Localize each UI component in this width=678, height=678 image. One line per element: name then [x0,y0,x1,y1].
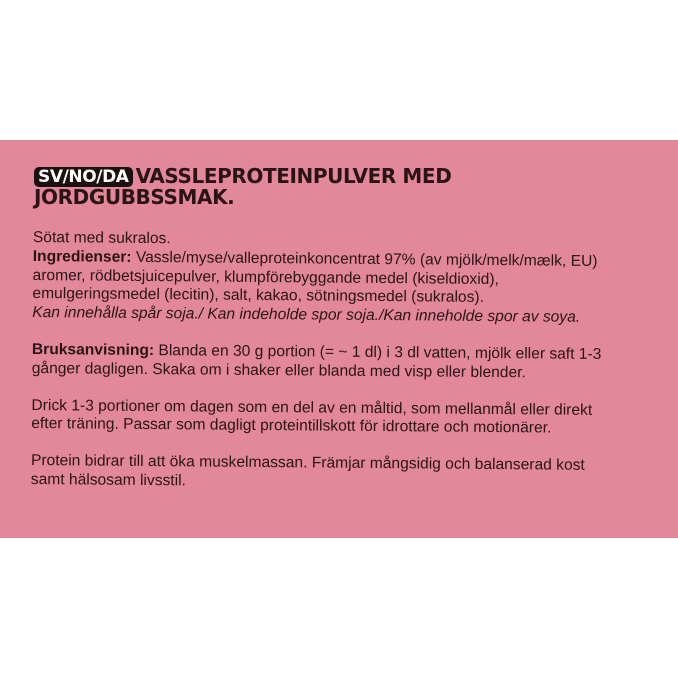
product-title [34,166,654,208]
usage-line-1: Bruksanvisning: Blanda en 30 g portion (= ~ 1 dl) i 3 dl vatten, mjölk eller saft 1-3 [31,340,602,363]
ingredients-label: Ingredienser: [32,247,132,266]
title-line-1: VASSLEPROTEINPULVER MED [135,164,452,188]
ingredients-line-3: emulgeringsmedel (lecitin), salt, kakao, sötningsmedel (sukralos). [32,285,485,307]
protein-claim-section [31,452,661,495]
sweetened-note: Sötat med sukralos. [32,229,171,248]
ingredients-section [32,229,663,328]
ingredients-line-2: aromer, rödbetsjuicepulver, klumpförebyggande medel (kiseldioxid), [32,266,499,288]
protein-line-1: Protein bidrar till att öka muskelmassan. Främjar mångsidig och balanserad kost [30,452,585,474]
drink-line-2: efter träning. Passar som dagligt proteintillskott för idrottare och motionärer. [31,415,552,437]
drink-section [31,397,661,440]
title-line-2: JORDGUBBSSMAK. [34,185,235,209]
protein-line-2: samt hälsosam livsstil. [30,470,186,490]
usage-line-2: gånger dagligen. Skaka om i shaker eller blanda med visp eller blender. [31,359,526,382]
language-badge: SV/NO/DA [34,167,133,187]
allergen-note: Kan innehålla spår soja./ Kan indeholde spor soja./Kan inneholde spor av soya. [32,304,581,326]
product-label [0,140,678,538]
ingredients-line-1: Ingredienser: Vassle/myse/valleproteinkoncentrat 97% (av mjölk/melk/mælk, EU) [32,247,598,270]
drink-line-1: Drick 1-3 portioner om dagen som en del av en måltid, som mellanmål eller direkt [31,396,593,419]
usage-label: Bruksanvisning: [31,340,155,360]
label-text [31,229,663,513]
usage-section [32,341,662,384]
